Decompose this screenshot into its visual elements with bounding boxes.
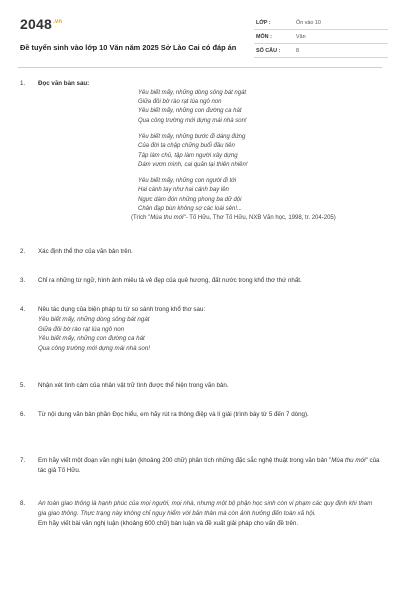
question-number: 1. [20,80,26,87]
question-5 [20,381,382,391]
citation-prefix: (Trích " [131,215,151,222]
meta-row-class [254,16,388,30]
quoted-stanza [38,315,382,354]
question-text: Xác định thể thơ của văn bản trên. [38,248,133,255]
meta-value: Ôn vào 10 [296,20,321,26]
question-number: 2. [20,248,26,255]
question-2 [20,247,382,257]
question-number: 5. [20,382,26,389]
poem-line: Ngực dám đón những phong ba dữ dội [138,196,242,203]
page-header [20,14,382,64]
question-7 [20,456,382,476]
meta-row-subject [254,30,388,44]
question-text: Chỉ ra những từ ngữ, hình ảnh miêu tả vẻ đẹp của quê hương, đất nước trong khổ thơ thứ nhất. [38,277,302,284]
meta-table [254,16,388,58]
question-4 [20,305,382,354]
question-text: Từ nội dung văn bản phần Đọc hiểu, em hãy rút ra thông điệp và lí giải (trình bày từ 5 đến 7 dòng). [38,411,309,418]
poem-line: Yêu biết mấy, những con đường ca hát [38,335,145,343]
question-3 [20,276,382,286]
poem-line: Qua công trường mới dựng mái nhà son! [138,117,247,124]
meta-value: Văn [296,34,306,40]
question-8 [20,499,382,528]
question-text: Em hãy viết bài văn nghị luận (khoảng 600 chữ) bàn luận và đề xuất giải pháp cho vấn đề trên. [38,519,299,527]
poem-line: Yêu biết mấy, những dòng sông bát ngát [138,89,247,96]
poem-line: Của đời ta chập chững buổi đầu tiên [138,143,235,150]
meta-key: SỐ CÂU : [256,48,281,54]
poem-title: Mùa thu mới [331,457,366,464]
poem-line: Yêu biết mấy, những con người đi tới [138,178,237,185]
poem-line: Dám vươn mình, cai quản lại thiên nhiên! [138,161,248,168]
poem-line: Yêu biết mấy, những bước đi dáng đứng [138,133,246,140]
question-text: Nhận xét tình cảm của nhân vật trữ tình được thể hiện trong văn bản. [38,382,229,389]
poem-stanza-3 [138,177,382,214]
question-number: 4. [20,306,26,313]
logo-suffix: .vn [52,19,63,26]
poem-stanza-1 [138,89,382,126]
site-logo[interactable] [20,16,62,32]
citation-title: Mùa thu mới [150,215,184,222]
poem-line: Giữa đôi bờ rào rạt lúa ngô non [38,325,125,333]
question-1 [20,79,382,223]
poem-stanza-2 [138,133,382,170]
question-context: An toàn giao thông là hạnh phúc của mọi người, mọi nhà, nhưng một bộ phận học sinh còn vi phạm các quy định khi tham gia giao thông. Thực trạng này không chỉ nguy hiểm với bản thân mà còn ảnh hưởng đến toàn xã hội. [38,500,373,517]
poem-line: Yêu biết mấy, những dòng sông bát ngát [38,315,150,323]
question-text: Nêu tác dụng của biện pháp tu từ so sánh trong khổ thơ sau: [38,306,206,313]
poem-line: Chân đạp bùn không sợ các loài sên!... [138,206,243,213]
poem-line: Hai cánh tay như hai cánh bay lên [138,187,229,194]
question-6 [20,410,382,420]
question-number: 7. [20,457,26,464]
question-lead: Đọc văn bản sau: [38,80,90,87]
citation-suffix: "- Tố Hữu, Thơ Tố Hữu, NXB Văn học, 1998, tr. 204-205) [183,215,336,222]
question-text-prefix: Em hãy viết một đoạn văn nghị luận (khoảng 200 chữ) phân tích những đặc sắc nghệ thuật trong văn bản " [38,457,332,464]
poem-line: Yêu biết mấy, những con đường ca hát [138,108,242,115]
question-text-suffix: " của tác giả Tố Hữu. [38,457,380,474]
question-number: 8. [20,500,26,507]
meta-key: MÔN : [256,34,272,40]
question-text [38,456,382,476]
document-title: Đề tuyển sinh vào lớp 10 Văn năm 2025 Sở Lào Cai có đáp án [20,43,237,52]
header-divider [18,67,382,68]
question-number: 3. [20,277,26,284]
poem-line: Giữa đôi bờ rào rạt lúa ngô non [138,99,222,106]
logo-text: 2048 [20,16,52,32]
question-number: 6. [20,411,26,418]
poem-citation [131,214,382,223]
poem-line: Qua công trường mới dựng mái nhà son! [38,345,150,353]
meta-row-question-count [254,44,388,58]
meta-value: 8 [296,48,299,54]
meta-key: LỚP : [256,20,271,26]
poem-line: Tập làm chủ, tập làm người xây dựng [138,152,238,159]
